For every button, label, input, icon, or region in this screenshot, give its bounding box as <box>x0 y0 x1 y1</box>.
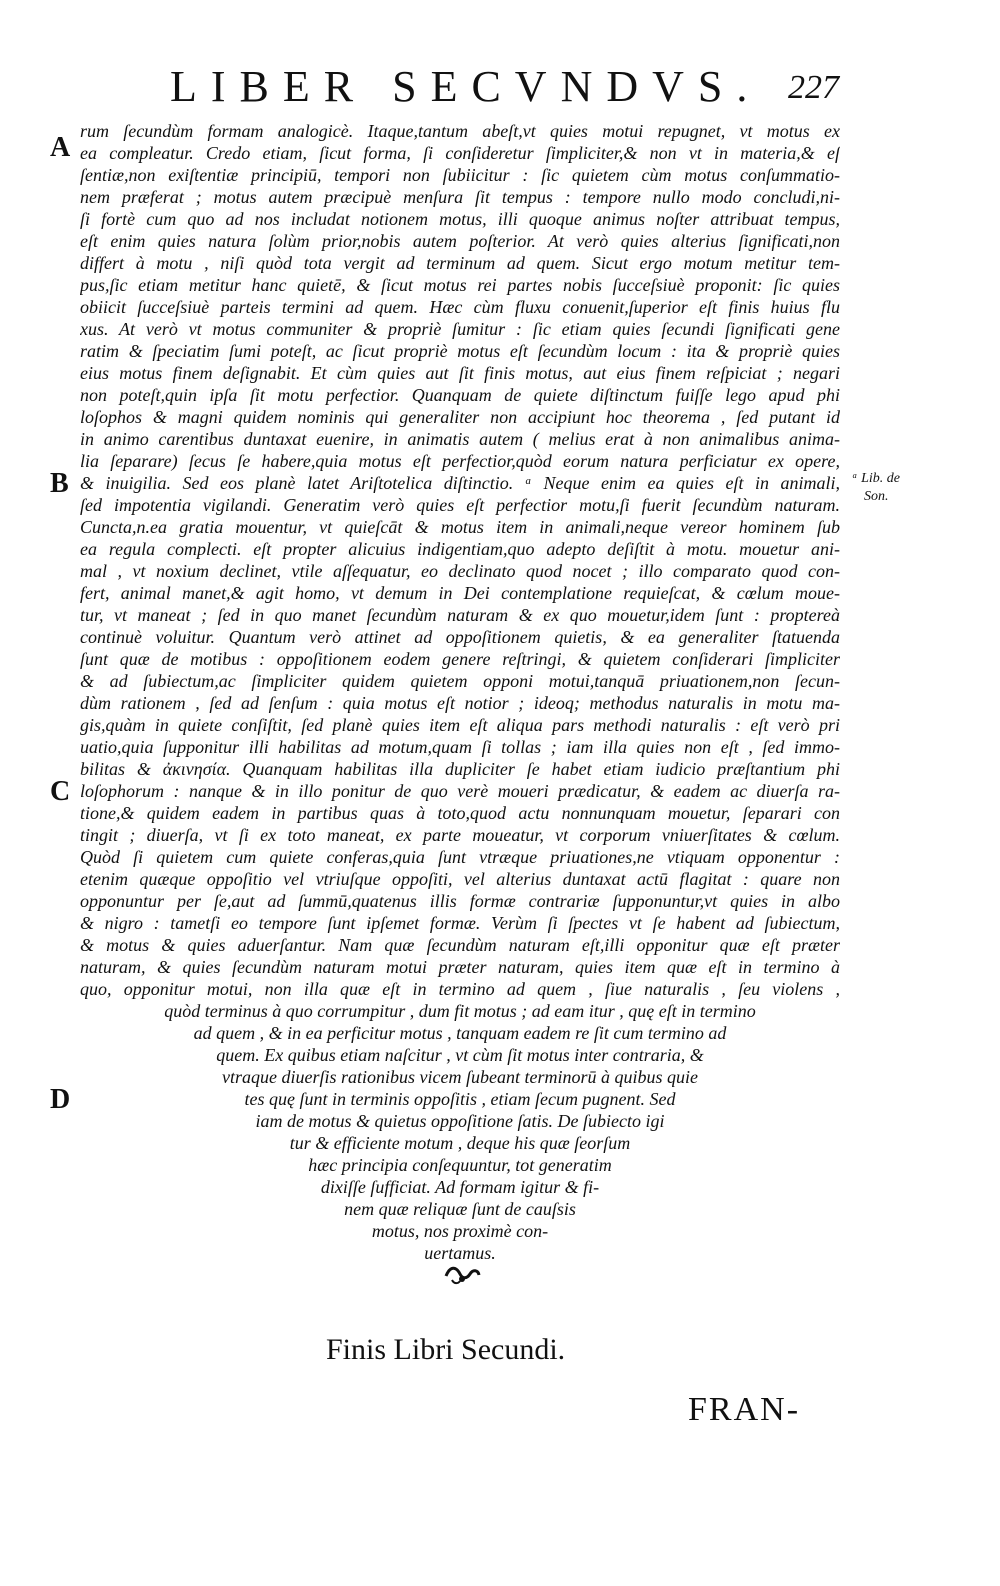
text-line: pus,ſic etiam metitur hanc quietē, & ſicut motus rei partes nobis ſucceſsiuè proponit: ſic quies <box>80 275 840 295</box>
text-line: ſi fortè cum quo ad nos includat notionem motus, illi quoque animus noſter attribuat tempus, <box>80 209 840 229</box>
section-letter-c: C <box>50 776 71 807</box>
text-line: rum ſecundùm formam analogicè. Itaque,tantum abeſt,vt quies motui repugnet, vt motus ex <box>80 121 840 141</box>
text-line: Quòd ſi quietem cum quiete conferas,quia ſunt vtræque priuationes,ne vtiquam opponentur : <box>80 847 840 867</box>
text-line: quo, opponitur motui, non illa quæ eſt in termino ad quem , ſiue naturalis , ſeu violens , <box>80 979 840 999</box>
running-head: LIBER SECVNDVS. <box>170 62 762 111</box>
text-line: ratim & ſpeciatim ſumi poteſt, ac ſicut propriè motus eſt ſecundùm locum : ita & propriè quies <box>80 341 840 361</box>
text-line: & nigro : tametſi eo tempore ſunt ipſemet formæ. Verùm ſi ſpectes vt ſe habent ad ſubiectum, <box>80 913 840 933</box>
text-line: in animo carentibus duntaxat euenire, in animatis autem ( melius erat à non animalibus anima- <box>80 429 840 449</box>
text-line: fert, animal manet,& agit homo, vt demum in Dei contemplatione requieſcat, & cœlum moue- <box>80 583 840 603</box>
text-line: bilitas & ἀκινησία. Quanquam habilitas illa dupliciter ſe habet etiam iudicio præſtantium phi <box>80 759 840 779</box>
taper-line: uertamus. <box>424 1243 496 1263</box>
text-line: ſunt quæ de motibus : oppoſitionem eodem genere reſtringi, & quietem conſiderari ſimpliciter <box>80 649 840 669</box>
colophon: Finis Libri Secundi. <box>326 1333 566 1366</box>
text-line: non poteſt,quin ipſa ſit motu perfectior. Quanquam de quiete diſtinctum fuiſſe lego apud phi <box>80 385 840 405</box>
text-line: eius motus finem deſignabit. Et cùm quies aut ſit finis motus, aut eius finem reſpiciat ; negari <box>80 363 840 383</box>
taper-line: vtraque diuerſis rationibus vicem ſubeant terminorū à quibus quie <box>222 1067 698 1087</box>
text-line: Cuncta,n.ea gratia mouentur, vt quieſcāt & motus item in animali,neque vereor hominem ſub <box>80 517 840 537</box>
taper-line: iam de motus & quietus oppoſitione ſatis. De ſubiecto igi <box>255 1111 665 1131</box>
section-letter-d: D <box>50 1084 71 1115</box>
text-line: mal , vt noxium declinet, vtile aſſequatur, eo declinato quod nocet ; illo comparato quod con- <box>80 561 840 581</box>
text-line: tione,& quidem eadem in partibus quas à toto,quod actu nonnunquam mouetur, ſeparari con <box>80 803 840 823</box>
taper-line: hæc principia conſequuntur, tot generatim <box>308 1155 612 1175</box>
text-line: loſophos & magni quidem nominis qui generaliter non accipiunt hoc theorema , ſed putant id <box>80 407 840 427</box>
text-line: ea compleatur. Credo etiam, ſicut forma, ſi conſideretur ſimpliciter,& non vt in materia,& eſ <box>80 143 840 163</box>
text-line: obiicit ſucceſsiuè parteis termini ad quem. Hæc cùm fluxu conuenit,ſuperior eſt finis huius flu <box>80 297 840 317</box>
text-line: tingit ; diuerſa, vt ſi ex toto maneat, ex parte moueatur, vt corporum vniuerſitates & cœlum. <box>80 825 840 845</box>
marginal-note-line: Lib. de <box>861 471 900 486</box>
text-line: eſt enim quies natura ſolùm prior,nobis autem poſterior. At verò quies alterius ſignificati,non <box>80 231 840 251</box>
marginal-note <box>852 470 972 506</box>
text-line: etenim quæque oppoſitio vel vtriuſque oppoſiti, vel alterius duntaxat actū flagitat : quare non <box>80 869 840 889</box>
text-line: & motus & quies aduerſantur. Nam quæ ſecundùm naturam eſt,illi opponitur quæ eſt præter <box>80 935 840 955</box>
page-number: 227 <box>788 69 839 106</box>
text-line: loſophorum : nanque & in illo ponitur de quo verè moueri prædicatur, & eadem ac diuerſa ra- <box>80 781 840 801</box>
taper-line: quòd terminus à quo corrumpitur , dum fit motus ; ad eam itur , quę eſt in termino <box>164 1001 756 1021</box>
text-line: lia ſeparare) ſecus ſe habere,quia motus eſt perfectior,quòd eorum natura perficiatur ex opere, <box>80 451 840 471</box>
text-line: dùm rationem , ſed ad ſenſum : quia motus eſt notior ; ideoq; methodus naturalis in motu ma- <box>80 693 840 713</box>
taper-line: tur & efficiente motum , deque his quæ ſeorſum <box>289 1133 631 1153</box>
taper-line: tes quę ſunt in terminis oppoſitis , etiam ſecum pugnent. Sed <box>244 1089 676 1109</box>
text-line: ſed impotentia vigilandi. Generatim verò quies eſt perfectior motu,ſi fuerit ſecundùm naturam. <box>80 495 840 515</box>
text-line: gis,quàm in quiete conſiſtit, ſed planè quies item eſt aliqua pars methodi naturalis : eſt verò pri <box>80 715 840 735</box>
text-line: & ad ſubiectum,ac ſimpliciter quidem quietem opponi motui,tanquā priuationem,non ſecun- <box>80 671 840 691</box>
section-letter-a: A <box>50 132 71 163</box>
text-line: differt à motu , niſi quòd tota vergit ad terminum ad quem. Sicut ergo motum metitur tem- <box>80 253 840 273</box>
taper-line: dixiſſe ſufficiat. Ad formam igitur & fi- <box>320 1177 600 1197</box>
text-line: naturam, & quies ſecundùm naturam motui præter naturam, quies item quæ eſt in termino à <box>80 957 840 977</box>
taper-line: quem. Ex quibus etiam naſcitur , vt cùm ſit motus inter contraria, & <box>216 1045 704 1065</box>
text-line: continuè voluitur. Quantum verò attinet ad oppoſitionem quietis, & ea generaliter ſtatuenda <box>80 627 840 647</box>
text-line: ſentiæ,non exiſtentiæ principiū, tempori non ſubiicitur : ſic quietem cùm motus conſummatio- <box>80 165 840 185</box>
taper-line: nem quæ reliquæ ſunt de cauſsis <box>344 1199 576 1219</box>
fleuron-ornament-icon <box>442 1262 482 1286</box>
text-line: & inuigilia. Sed eos planè latet Ariſtotelica diſtinctio. ᵃ Neque enim ea quies eſt in animali, <box>80 473 840 493</box>
section-letter-b: B <box>50 468 69 499</box>
taper-line: ad quem , & in ea perficitur motus , tanquam eadem re ſit cum termino ad <box>193 1023 727 1043</box>
text-line: opponuntur per ſe,aut ad ſummū,quatenus illis formæ contrariæ ſupponuntur,vt quies in albo <box>80 891 840 911</box>
text-line: xus. At verò vt motus communiter & propriè ſumitur : ſic etiam quies ſecundi ſignificati gene <box>80 319 840 339</box>
marginal-note-line: Son. <box>864 489 889 504</box>
text-line: nem præferat ; motus autem præcipuè menſura ſit tempus : tempore nullo modo concludi,ni- <box>80 187 840 207</box>
text-line: ea regula complecti. eſt propter alicuius indigentiam,quo adepto deſiſtit à motu. mouetur ani- <box>80 539 840 559</box>
marginal-note-marker: ᵃ <box>852 471 858 486</box>
text-line: uatio,quia ſupponitur illi habilitas ad motum,quam ſi tollas ; iam illa quies non eſt , ſed immo- <box>80 737 840 757</box>
catchword: FRAN- <box>688 1391 801 1428</box>
text-line: tur, vt maneat ; ſed in quo manet ſecundùm naturam & ex quo mouetur,idem ſunt : proptereà <box>80 605 840 625</box>
taper-line: motus, nos proximè con- <box>371 1221 549 1241</box>
